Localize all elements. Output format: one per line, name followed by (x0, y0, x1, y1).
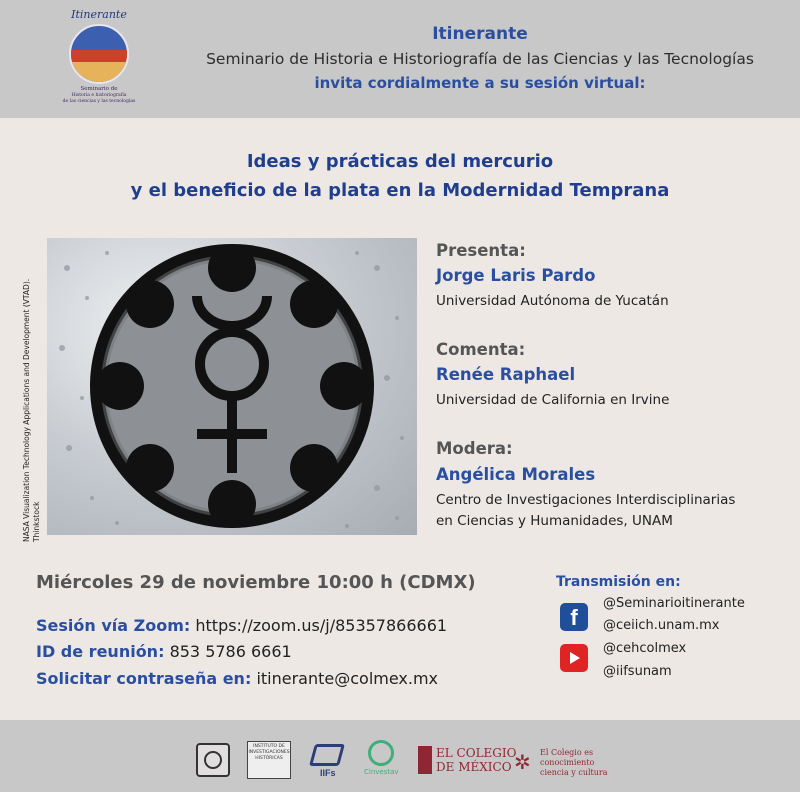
event-date: Miércoles 29 de noviembre 10:00 h (CDMX) (36, 572, 476, 593)
moderator-institution-line-1: Centro de Investigaciones Interdisciplinarias (436, 492, 736, 508)
colmex-slogan-line-1: El Colegio es (540, 748, 594, 757)
facebook-icon[interactable]: f (560, 603, 588, 631)
image-credit-line-2: Thinkstock (32, 501, 41, 542)
colmex-logo-line-1: EL COLEGIO (436, 746, 517, 760)
mercury-image (47, 238, 417, 535)
commentator-name: Renée Raphael (436, 365, 576, 384)
zoom-label: Sesión vía Zoom: (36, 616, 191, 635)
colmex-mark-icon: ✲ (514, 750, 531, 774)
talk-title-line-1: Ideas y prácticas del mercurio (246, 151, 554, 172)
cinvestav-logo-text: Cinvestav (364, 768, 399, 776)
meeting-id-row (36, 642, 292, 661)
iih-logo: INSTITUTO DE INVESTIGACIONES HISTÓRICAS (247, 741, 291, 779)
youtube-handle-2[interactable]: @iifsunam (603, 664, 672, 679)
invitation-text: invita cordialmente a su sesión virtual: (314, 74, 646, 92)
presenter-name: Jorge Laris Pardo (436, 266, 596, 285)
footer-banner (0, 720, 800, 792)
colmex-slogan-logo (514, 744, 624, 780)
unam-logo (196, 743, 230, 777)
youtube-icon[interactable] (560, 644, 588, 672)
youtube-handle-1[interactable]: @cehcolmex (603, 641, 687, 656)
commentator-institution: Universidad de California en Irvine (436, 392, 670, 408)
password-label: Solicitar contraseña en: (36, 669, 252, 688)
colmex-slogan-line-3: ciencia y cultura (540, 768, 608, 777)
logo-subtitle-3: de las ciencias y las tecnologías (62, 99, 136, 104)
colmex-slogan-line-2: conocimiento (540, 758, 595, 767)
transmission-label: Transmisión en: (556, 574, 681, 590)
meeting-id-label: ID de reunión: (36, 642, 165, 661)
image-credit (22, 242, 42, 542)
moderator-name: Angélica Morales (436, 465, 596, 484)
cinvestav-logo (364, 740, 398, 780)
mercury-symbol-graphic (47, 238, 417, 535)
zoom-link[interactable]: https://zoom.us/j/85357866661 (195, 616, 448, 635)
zoom-row (36, 616, 447, 635)
facebook-handle-1[interactable]: @Seminarioitinerante (603, 596, 745, 611)
seminar-name: Itinerante (432, 24, 528, 44)
facebook-handle-2[interactable]: @ceiich.unam.mx (603, 618, 720, 633)
image-credit-line-1: NASA Visualization Technology Applications and Development (VTAD). (22, 278, 31, 542)
itinerante-logo (58, 8, 140, 108)
role-commentator: Comenta: (436, 340, 526, 359)
logo-subtitle-2: Historia e historiografía (71, 93, 127, 98)
logo-subtitle: Seminario de (80, 86, 118, 92)
iifs-logo (310, 744, 346, 778)
role-moderator: Modera: (436, 439, 513, 458)
iifs-logo-text: IIFs (320, 768, 336, 778)
password-row (36, 669, 438, 688)
colmex-logo-line-2: DE MÉXICO (436, 760, 512, 774)
role-presenter: Presenta: (436, 241, 526, 260)
password-email-link[interactable]: itinerante@colmex.mx (256, 669, 439, 688)
seminar-subtitle: Seminario de Historia e Historiografía de las Ciencias y las Tecnologías (206, 50, 754, 68)
meeting-id-value: 853 5786 6661 (169, 642, 292, 661)
moderator-institution-line-2: en Ciencias y Humanidades, UNAM (436, 513, 673, 529)
logo-emblem (69, 24, 129, 84)
talk-title-line-2: y el beneficio de la plata en la Modernidad Temprana (130, 180, 670, 201)
presenter-institution: Universidad Autónoma de Yucatán (436, 293, 669, 309)
logo-name: Itinerante (71, 8, 127, 21)
